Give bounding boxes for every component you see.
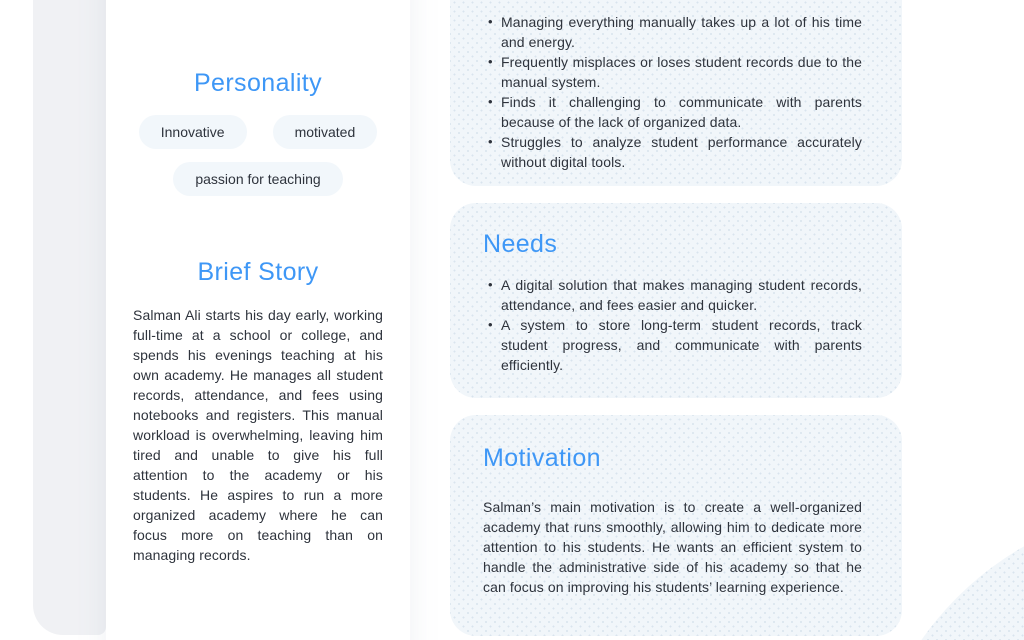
motivation-card <box>450 415 902 636</box>
need-item: • A system to store long-term student records, track student progress, and communicate with parents efficiently. <box>488 315 862 375</box>
motivation-text: Salman’s main motivation is to create a well-organized academy that runs smoothly, allowing him to dedicate more attention to his students. He wants an efficient system to handle the administrative side of his academy so that he can focus on improving his students’ learning experience. <box>483 499 862 595</box>
pain-point-item: • Managing everything manually takes up a lot of his time and energy. <box>488 12 862 52</box>
need-item: • A digital solution that makes managing student records, attendance, and fees easier and quicker. <box>488 275 862 315</box>
left-gray-panel <box>33 0 106 635</box>
needs-card <box>450 203 902 398</box>
needs-title: Needs <box>483 230 558 258</box>
pain-point-item: • Struggles to analyze student performance accurately without digital tools. <box>488 132 862 172</box>
pain-point-item: • Frequently misplaces or loses student records due to the manual system. <box>488 52 862 92</box>
persona-summary-card <box>106 0 410 640</box>
pain-points-list <box>488 12 862 172</box>
personality-title: Personality <box>193 69 323 97</box>
pain-points-card <box>450 0 902 186</box>
trait-pill-passion-for-teaching: passion for teaching <box>173 162 342 196</box>
brief-story-text: Salman Ali starts his day early, working full-time at a school or college, and spends his evenings teaching at his own academy. He manages all student records, attendance, and fees using notebooks and registers. This manual workload is overwhelming, leaving him tired and unable to give his full attention to the academy or his students. He aspires to run a more organized academy where he can focus more on teaching than on managing records. <box>133 307 383 563</box>
trait-pill-innovative: Innovative <box>139 115 247 149</box>
motivation-title: Motivation <box>483 444 601 472</box>
pain-point-item: • Finds it challenging to communicate with parents because of the lack of organized data. <box>488 92 862 132</box>
needs-list <box>483 275 862 375</box>
personality-traits <box>133 115 383 196</box>
trait-pill-motivated: motivated <box>273 115 378 149</box>
brief-story-title: Brief Story <box>197 258 319 286</box>
